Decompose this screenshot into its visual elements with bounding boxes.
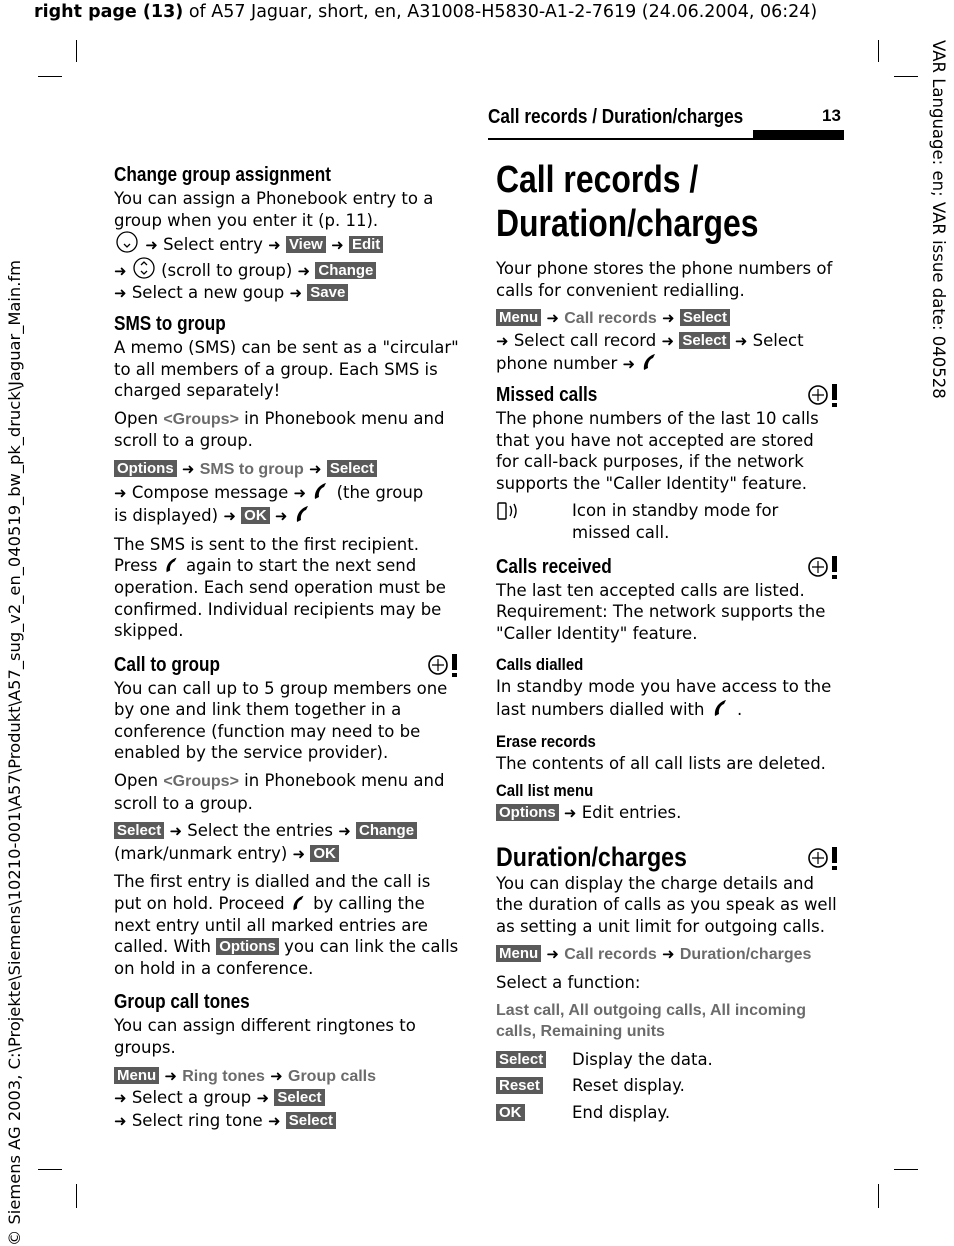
arrow-icon: ➜: [734, 331, 748, 350]
arrow-icon: ➜: [331, 236, 344, 255]
softkey-menu[interactable]: Menu: [114, 1067, 159, 1084]
network-service-icon: [806, 382, 840, 408]
softkey-ok[interactable]: OK: [241, 507, 270, 524]
nav-key-updown-icon: [132, 257, 156, 279]
crop-mark: [894, 76, 918, 77]
crop-mark: [38, 76, 62, 77]
softkey-select[interactable]: Select: [327, 460, 377, 477]
arrow-icon: ➜: [114, 483, 127, 502]
text-missed: The phone numbers of the last 10 calls that you have not accepted are stored for call-back purposes, if the network supports the "Caller Identity" feature.: [496, 408, 819, 493]
arrow-icon: ➜: [563, 804, 577, 823]
steps-gct: Menu ➜ Ring tones ➜ Group calls ➜ Select a group ➜ Select ➜ Select ring tone ➜ Select: [114, 1066, 377, 1130]
missed-icon-row: Icon in standby mode for missed call.: [496, 500, 840, 543]
running-head-tab: [753, 130, 844, 140]
arrow-icon: ➜: [114, 1089, 127, 1108]
network-service-icon: [806, 845, 840, 871]
side-text-right: VAR Language: en; VAR issue date: 040528: [929, 40, 948, 399]
softkey-select[interactable]: Select: [114, 822, 164, 839]
softkey-ok[interactable]: OK: [496, 1104, 525, 1121]
softkey-select[interactable]: Select: [679, 332, 729, 349]
missed-call-icon: [496, 500, 524, 522]
key-row-select: Select Display the data.: [496, 1049, 840, 1071]
call-key-icon: [163, 556, 181, 574]
heading-call-to-group: Call to group: [114, 653, 221, 676]
heading-missed-calls: Missed calls: [496, 383, 598, 406]
heading-sms-to-group: SMS to group: [114, 312, 226, 335]
arrow-icon: ➜: [661, 331, 675, 350]
crop-mark: [38, 1169, 62, 1170]
page-number: 13: [822, 106, 841, 125]
softkey-select[interactable]: Select: [496, 1051, 546, 1068]
softkey-change[interactable]: Change: [315, 262, 376, 279]
arrow-icon: ➜: [274, 507, 288, 526]
arrow-icon: ➜: [268, 236, 281, 255]
arrow-icon: ➜: [145, 236, 158, 255]
steps-duration: Menu ➜ Call records ➜ Duration/charges: [496, 943, 840, 966]
crop-mark: [76, 1184, 77, 1208]
arrow-icon: ➜: [267, 1111, 281, 1130]
crop-mark: [878, 1184, 879, 1208]
text-sms-sent: The SMS is sent to the first recipient. Press again to start the next send operation. Each send operation must be confirmed. Individual recipients may be skipped.: [114, 534, 446, 641]
arrow-icon: ➜: [270, 1066, 283, 1085]
arrow-icon: ➜: [308, 459, 322, 478]
print-header: right page (13) of A57 Jaguar, short, en, A31008-H5830-A1-2-7619 (24.06.2004, 06:24): [34, 2, 818, 22]
text-open-groups: Open <Groups> in Phonebook menu and scroll to a group.: [114, 408, 445, 451]
arrow-icon: ➜: [661, 309, 675, 328]
arrow-icon: ➜: [223, 507, 236, 526]
heading-call-list-menu: Call list menu: [496, 781, 594, 801]
text-open-groups-2: Open <Groups> in Phonebook menu and scroll to a group.: [114, 771, 445, 813]
arrow-icon: ➜: [297, 261, 311, 280]
arrow-icon: ➜: [292, 844, 306, 863]
text-duration: You can display the charge details and the duration of calls as you speak as well as setting a unit limit for outgoing calls.: [496, 873, 837, 936]
key-row-reset: Reset Reset display.: [496, 1075, 840, 1097]
heading-change-group: Change group assignment: [114, 164, 331, 186]
arrow-icon: ➜: [181, 459, 195, 478]
arrow-icon: ➜: [546, 309, 559, 328]
call-key-icon: [640, 352, 660, 372]
text-intro: Your phone stores the phone numbers of calls for convenient redialling.: [496, 259, 833, 300]
heading-group-call-tones: Group call tones: [114, 991, 250, 1014]
softkey-view[interactable]: View: [286, 236, 326, 253]
text-received: The last ten accepted calls are listed. Requirement: The network supports the "Caller Identity" feature.: [496, 580, 826, 643]
right-column: [496, 158, 840, 1124]
key-row-ok: OK End display.: [496, 1102, 840, 1124]
arrow-icon: ➜: [622, 355, 636, 374]
softkey-ok[interactable]: OK: [310, 845, 339, 862]
steps-sms: Options ➜ SMS to group ➜ Select ➜ Compose message ➜ (the group is displayed) ➜ OK ➜: [114, 459, 424, 526]
arrow-icon: ➜: [256, 1089, 270, 1108]
heading-duration-charges: Duration/charges: [496, 841, 687, 872]
softkey-reset[interactable]: Reset: [496, 1077, 543, 1094]
call-key-icon: [290, 894, 308, 912]
heading-calls-received: Calls received: [496, 555, 612, 578]
steps-list-menu: Options ➜ Edit entries.: [496, 802, 840, 825]
arrow-icon: ➜: [661, 945, 675, 964]
steps-ctg: Select ➜ Select the entries ➜ Change (mark/unmark entry) ➜ OK: [114, 820, 460, 865]
steps-cga: ➜ Select entry ➜ View ➜ Edit ➜ (scroll to group) ➜ Change ➜ Select a new goup ➜ Save: [114, 231, 460, 305]
softkey-select[interactable]: Select: [680, 309, 730, 326]
function-list: Last call, All outgoing calls, All incoming calls, Remaining units: [496, 1001, 806, 1041]
softkey-select[interactable]: Select: [286, 1112, 336, 1129]
text-ctg: You can call up to 5 group members one by one and link them together in a conference (function may need to be enabled by the service provider).: [114, 678, 448, 763]
text-select-function: Select a function:: [496, 973, 641, 993]
text-dialled: In standby mode you have access to the last numbers dialled with .: [496, 677, 832, 719]
page-title: Call records / Duration/charges: [496, 159, 759, 245]
softkey-options[interactable]: Options: [114, 460, 177, 477]
arrow-icon: ➜: [114, 261, 127, 280]
text-cga: You can assign a Phonebook entry to a group when you enter it (p. 11).: [114, 189, 434, 230]
softkey-select[interactable]: Select: [274, 1089, 324, 1106]
text-erase: The contents of all call lists are deleted.: [496, 753, 826, 773]
text-sms: A memo (SMS) can be sent as a "circular" to all members of a group. Each SMS is charged separately!: [114, 337, 459, 401]
call-key-icon: [311, 481, 331, 501]
arrow-icon: ➜: [164, 1066, 177, 1085]
call-key-icon: [293, 504, 313, 524]
softkey-change[interactable]: Change: [356, 822, 417, 839]
steps-records: Menu ➜ Call records ➜ Select ➜ Select call record ➜ Select ➜ Select phone number ➜: [496, 309, 804, 374]
arrow-icon: ➜: [293, 483, 307, 502]
softkey-menu[interactable]: Menu: [496, 945, 541, 962]
softkey-options[interactable]: Options: [216, 938, 279, 955]
network-service-icon: [806, 554, 840, 580]
network-service-icon: [426, 652, 460, 678]
crop-mark: [878, 40, 879, 62]
softkey-save[interactable]: Save: [307, 284, 348, 301]
crop-mark: [76, 40, 77, 62]
heading-calls-dialled: Calls dialled: [496, 655, 584, 675]
arrow-icon: ➜: [338, 822, 351, 841]
arrow-icon: ➜: [114, 284, 127, 303]
heading-erase-records: Erase records: [496, 731, 596, 751]
side-text-left: © Siemens AG 2003, C:\Projekte\Siemens\10210-001\A57\Produkt\A57_sug_v2_en_040519_bw_pk_druck\Jaguar_Main.fm: [5, 260, 24, 1246]
arrow-icon: ➜: [496, 331, 509, 350]
nav-key-down-icon: [114, 231, 140, 253]
softkey-options[interactable]: Options: [496, 804, 559, 821]
arrow-icon: ➜: [289, 284, 303, 303]
call-key-icon: [710, 698, 732, 718]
left-column: [114, 162, 460, 1132]
softkey-edit[interactable]: Edit: [349, 236, 383, 253]
running-head-title: Call records / Duration/charges: [488, 106, 744, 128]
arrow-icon: ➜: [546, 945, 559, 964]
text-first-entry: The first entry is dialled and the call is put on hold. Proceed by calling the next entry until all marked entries are called. With Options you can link the calls on hold in a conference.: [114, 872, 459, 978]
crop-mark: [894, 1169, 918, 1170]
arrow-icon: ➜: [169, 822, 183, 841]
arrow-icon: ➜: [114, 1111, 127, 1130]
softkey-menu[interactable]: Menu: [496, 309, 541, 326]
text-gct: You can assign different ringtones to groups.: [114, 1016, 416, 1057]
